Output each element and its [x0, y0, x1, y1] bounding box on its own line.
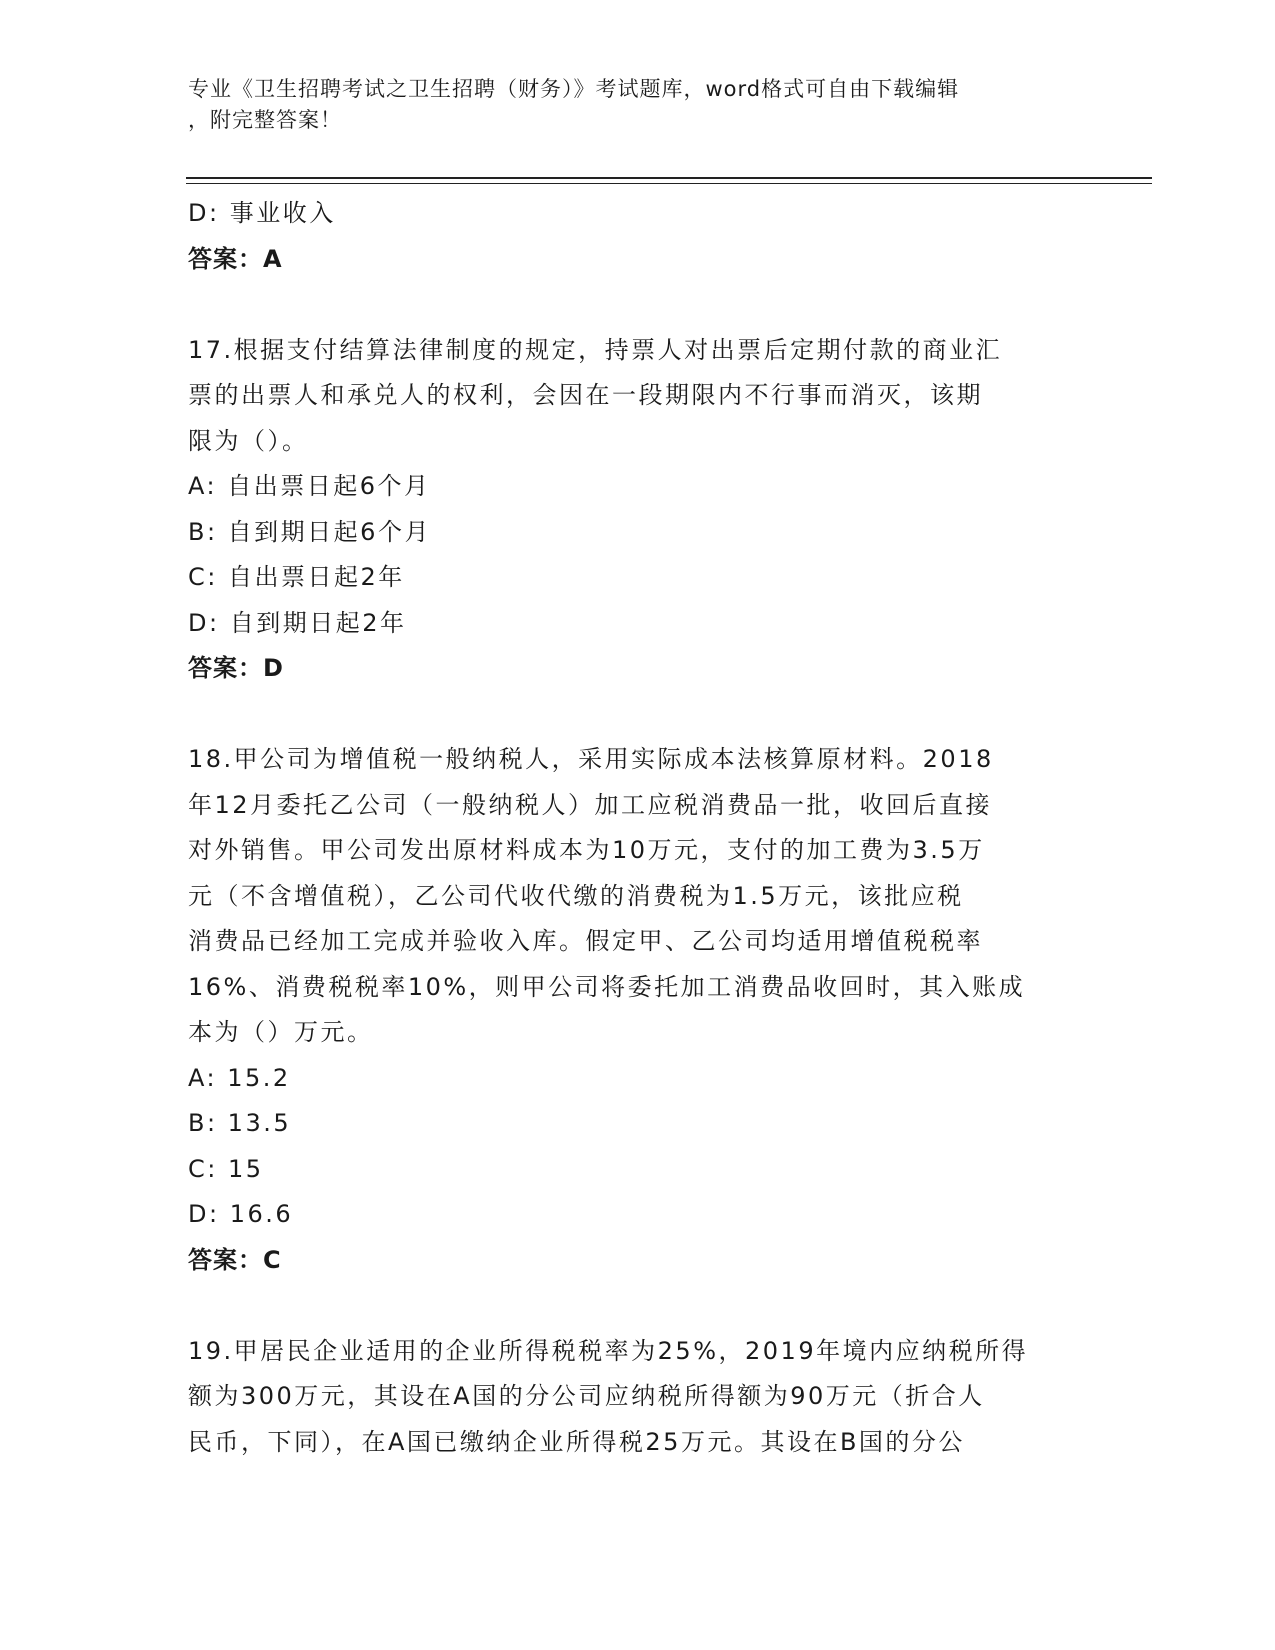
- header-divider-thick: [186, 177, 1152, 179]
- spacer: [188, 282, 1088, 328]
- q17-text-line-3: 限为（）。: [188, 426, 309, 455]
- q18-text-line-4: 元（不含增值税），乙公司代收代缴的消费税为1.5万元，该批应税: [188, 881, 964, 910]
- q18-text-line-2: 年12月委托乙公司（一般纳税人）加工应税消费品一批，收回后直接: [188, 790, 993, 819]
- prev-answer: 答案：A: [188, 244, 283, 273]
- q18-text-line-6: 16%、消费税税率10%，则甲公司将委托加工消费品收回时，其入账成: [188, 972, 1026, 1001]
- question-19: [188, 1329, 1088, 1466]
- q17-option-a: A: 自出票日起6个月: [188, 472, 431, 500]
- q17-option-c: C: 自出票日起2年: [188, 563, 405, 591]
- question-17: [188, 328, 1088, 692]
- q18-option-c: C: 15: [188, 1154, 264, 1183]
- header-divider-thin: [186, 183, 1152, 184]
- q17-text-line-1: 17.根据支付结算法律制度的规定，持票人对出票后定期付款的商业汇: [188, 335, 1003, 364]
- q19-text-line-3: 民币，下同），在A国已缴纳企业所得税25万元。其设在B国的分公: [188, 1427, 965, 1456]
- document-header: [188, 74, 1088, 136]
- q18-answer: 答案：C: [188, 1245, 282, 1274]
- document-body: [188, 191, 1088, 1465]
- question-18: [188, 737, 1088, 1283]
- spacer: [188, 692, 1088, 738]
- q18-option-d: D: 16.6: [188, 1200, 294, 1228]
- q17-text-line-2: 票的出票人和承兑人的权利，会因在一段期限内不行事而消灭，该期: [188, 381, 983, 409]
- q17-option-d: D: 自到期日起2年: [188, 608, 407, 637]
- q19-text-line-1: 19.甲居民企业适用的企业所得税税率为25%，2019年境内应纳税所得: [188, 1336, 1029, 1365]
- header-line-2: ，附完整答案！: [188, 108, 342, 132]
- spacer: [188, 1283, 1088, 1329]
- q17-answer: 答案：D: [188, 654, 284, 682]
- q18-option-b: B: 13.5: [188, 1109, 292, 1137]
- q19-text-line-2: 额为300万元，其设在A国的分公司应纳税所得额为90万元（折合人: [188, 1382, 985, 1410]
- q18-text-line-5: 消费品已经加工完成并验收入库。假定甲、乙公司均适用增值税税率: [188, 927, 983, 955]
- q18-text-line-1: 18.甲公司为增值税一般纳税人，采用实际成本法核算原材料。2018: [188, 745, 994, 773]
- q18-text-line-7: 本为（）万元。: [188, 1018, 374, 1046]
- q17-option-b: B: 自到期日起6个月: [188, 517, 431, 546]
- header-line-1: 专业《卫生招聘考试之卫生招聘（财务）》考试题库，word格式可自由下载编辑: [188, 77, 960, 101]
- q18-text-line-3: 对外销售。甲公司发出原材料成本为10万元，支付的加工费为3.5万: [188, 836, 985, 864]
- prev-option-d: D: 事业收入: [188, 199, 336, 227]
- q18-option-a: A: 15.2: [188, 1063, 291, 1092]
